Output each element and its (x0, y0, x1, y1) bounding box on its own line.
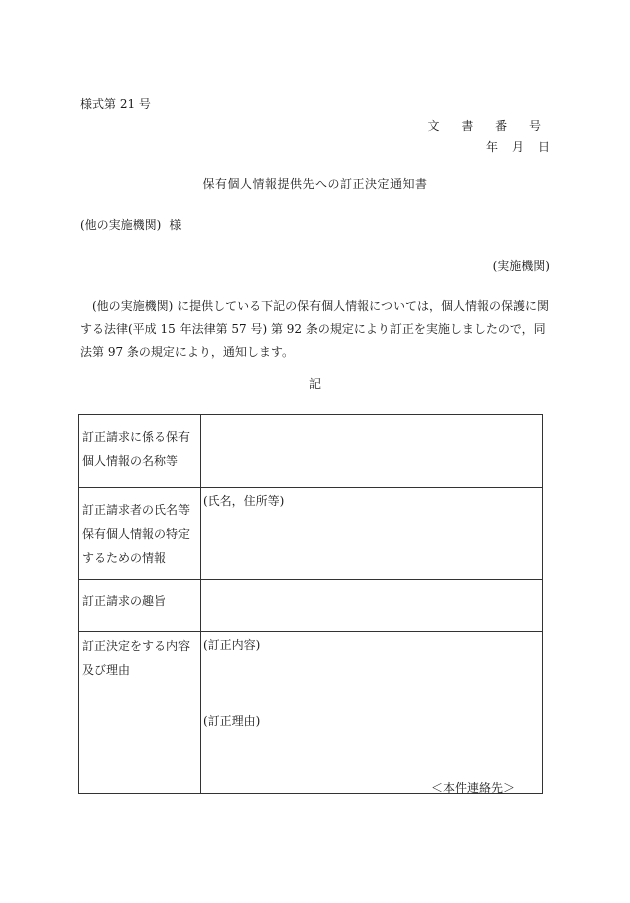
row-value (201, 632, 543, 794)
table-row (79, 488, 543, 580)
form-number: 様式第 21 号 (80, 97, 151, 111)
body-text: (他の実施機関) に提供している下記の保有個人情報については，個人情報の保護に関する法律(平成 15 年法律第 57 号) 第 92 条の規定により訂正を実施しましたので，同法第 97 条の規定により，通知します。 (80, 299, 549, 359)
recipient-honorific: 様 (169, 218, 182, 232)
contact-label: ＜本件連絡先＞ (430, 781, 515, 795)
sender: (実施機関) (492, 259, 550, 273)
row-label: 訂正決定をする内容及び理由 (79, 632, 201, 794)
correction-content-label: (訂正内容) (203, 638, 261, 652)
row-label: 訂正請求に係る保有個人情報の名称等 (79, 415, 201, 488)
table-row (79, 415, 543, 488)
correction-reason-label: (訂正理由) (203, 714, 261, 728)
row-value (201, 415, 543, 488)
table-row (79, 580, 543, 632)
record-label: 記 (308, 377, 321, 391)
date-year-label: 年 (485, 140, 498, 154)
table-row (79, 632, 543, 794)
document-title: 保有個人情報提供先への訂正決定通知書 (202, 177, 428, 191)
recipient-name: (他の実施機関) (80, 218, 162, 232)
row-label: 訂正請求の趣旨 (79, 580, 201, 632)
row-label: 訂正請求者の氏名等保有個人情報の特定するための情報 (79, 488, 201, 580)
row-value: (氏名，住所等) (201, 488, 543, 580)
document-date (472, 139, 550, 155)
recipient (80, 217, 181, 233)
date-day-label: 日 (537, 140, 550, 154)
date-month-label: 月 (511, 140, 524, 154)
details-table (78, 414, 543, 794)
document-number-label: 文 書 番 号 (427, 119, 550, 133)
row-value (201, 580, 543, 632)
